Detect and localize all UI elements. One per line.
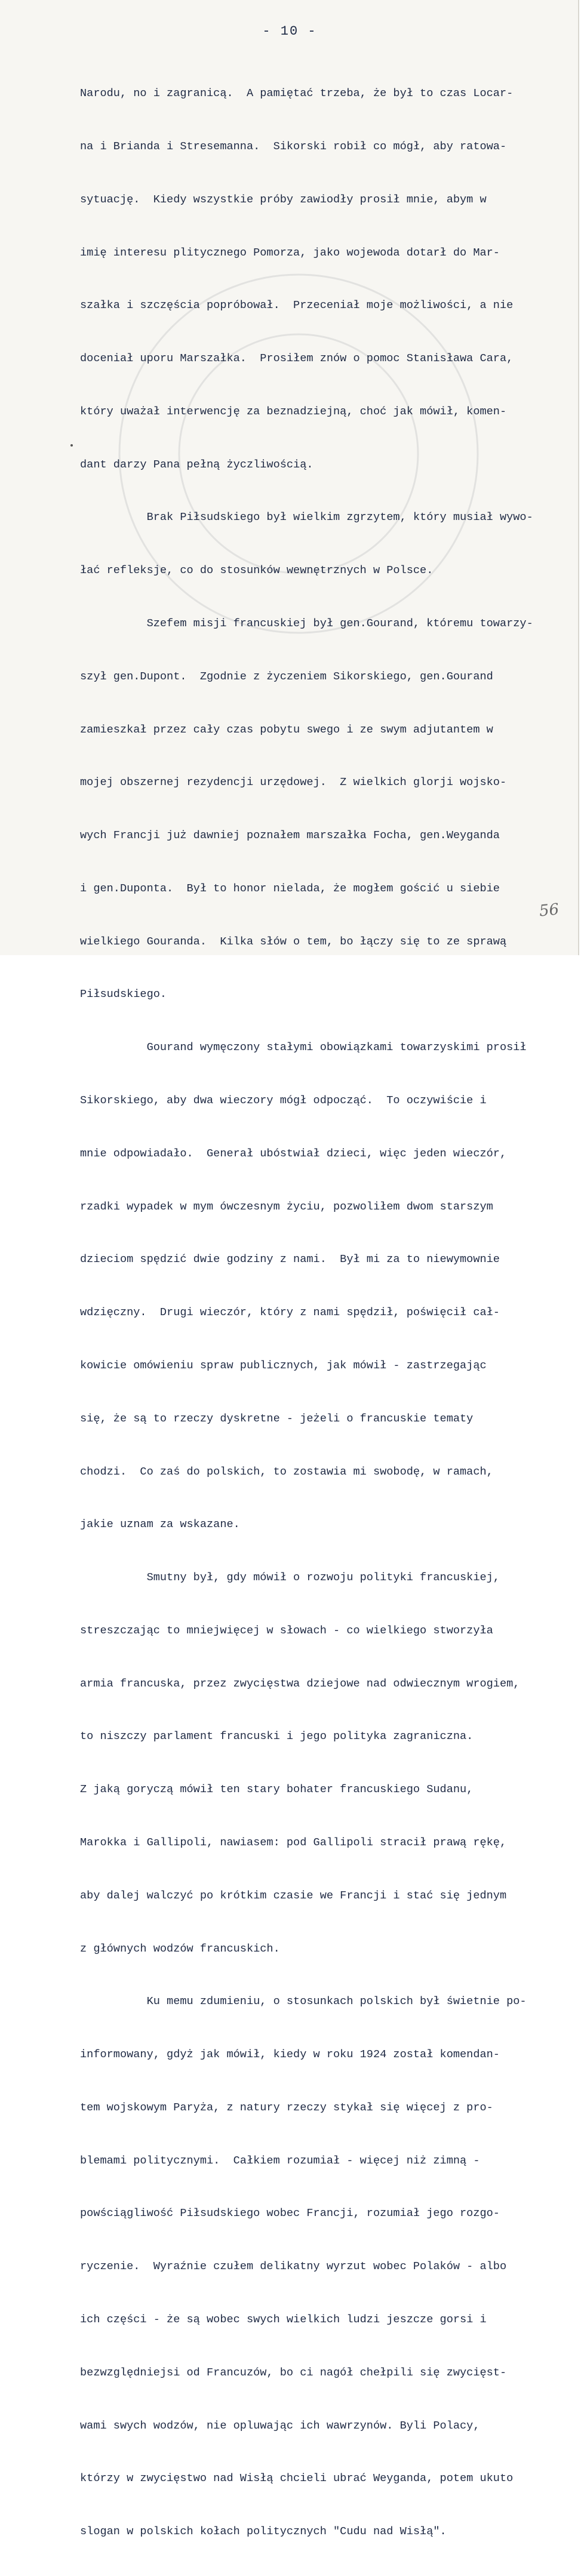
- text-line: zamieszkał przez cały czas pobytu swego i ze swym adjutantem w: [80, 723, 493, 736]
- text-line: slogan w polskich kołach politycznych "Cudu nad Wisłą".: [80, 2525, 447, 2538]
- page-number: - 10 -: [262, 24, 317, 39]
- text-line: tem wojskowym Paryża, z natury rzeczy stykał się więcej z pro-: [80, 2101, 493, 2114]
- text-line: aby dalej walczyć po krótkim czasie we Francji i stać się jednym: [80, 1889, 507, 1902]
- text-line: powściągliwość Piłsudskiego wobec Francji, rozumiał jego rozgo-: [80, 2207, 500, 2220]
- text-line: doceniał uporu Marszałka. Prosiłem znów o pomoc Stanisława Cara,: [80, 352, 514, 365]
- text-line: ich części - że są wobec swych wielkich ludzi jeszcze gorsi i: [80, 2313, 487, 2326]
- text-line: Marokka i Gallipoli, nawiasem: pod Gallipoli stracił prawą rękę,: [80, 1836, 507, 1849]
- text-line: bezwzględniejsi od Francuzów, bo ci nagół chełpili się zwycięst-: [80, 2366, 507, 2379]
- text-line: kowicie omówieniu spraw publicznych, jak mówił - zastrzegając: [80, 1359, 487, 1372]
- text-line: rzadki wypadek w mym ówczesnym życiu, pozwoliłem dwom starszym: [80, 1200, 493, 1213]
- text-line: szałka i szczęścia popróbował. Przeceniał moje możliwości, a nie: [80, 299, 514, 312]
- text-line: Z jaką goryczą mówił ten stary bohater francuskiego Sudanu,: [80, 1783, 474, 1796]
- text-line: mojej obszernej rezydencji urzędowej. Z wielkich glorji wojsko-: [80, 776, 507, 789]
- archive-page-number: 56: [538, 900, 560, 921]
- text-line: i gen.Duponta. Był to honor nielada, że mogłem gościć u siebie: [80, 882, 500, 895]
- text-line: wdzięczny. Drugi wieczór, który z nami spędził, poświęcił cał-: [80, 1306, 500, 1319]
- text-line: dant darzy Pana pełną życzliwością.: [80, 458, 313, 471]
- text-line: Gourand wymęczony stałymi obowiązkami towarzyskimi prosił: [80, 1041, 527, 1054]
- text-line: szył gen.Dupont. Zgodnie z życzeniem Sikorskiego, gen.Gourand: [80, 670, 493, 683]
- text-line: którzy w zwycięstwo nad Wisłą chcieli ubrać Weyganda, potem ukuto: [80, 2472, 514, 2485]
- text-line: imię interesu plitycznego Pomorza, jako wojewoda dotarł do Mar-: [80, 246, 500, 259]
- text-line: się, że są to rzeczy dyskretne - jeżeli o francuskie tematy: [80, 1412, 474, 1425]
- text-line: ryczenie. Wyraźnie czułem delikatny wyrzut wobec Polaków - albo: [80, 2260, 507, 2273]
- text-line: łać refleksje, co do stosunków wewnętrznych w Polsce.: [80, 564, 434, 577]
- text-line: wielkiego Gouranda. Kilka słów o tem, bo łączy się to ze sprawą: [80, 935, 507, 948]
- text-line: który uważał interwencję za beznadziejną, choć jak mówił, komen-: [80, 405, 507, 418]
- text-line: blemami politycznymi. Całkiem rozumiał - więcej niż zimną -: [80, 2154, 480, 2167]
- text-line: informowany, gdyż jak mówił, kiedy w roku 1924 został komendan-: [80, 2048, 500, 2061]
- text-line: to niszczy parlament francuski i jego polityka zagraniczna.: [80, 1730, 474, 1743]
- text-line: chodzi. Co zaś do polskich, to zostawia mi swobodę, w ramach,: [80, 1465, 493, 1478]
- text-line: wami swych wodzów, nie opluwając ich wawrzynów. Byli Polacy,: [80, 2419, 480, 2432]
- text-line: jakie uznam za wskazane.: [80, 1518, 240, 1531]
- text-line: Narodu, no i zagranicą. A pamiętać trzeba, że był to czas Locar-: [80, 87, 514, 100]
- text-line: streszczając to mniejwięcej w słowach - co wielkiego stworzyła: [80, 1624, 493, 1637]
- text-line: Szefem misji francuskiej był gen.Gourand, któremu towarzy-: [80, 617, 533, 630]
- text-line: sytuację. Kiedy wszystkie próby zawiodły prosił mnie, abym w: [80, 193, 487, 206]
- text-line: Ku memu zdumieniu, o stosunkach polskich był świetnie po-: [80, 1995, 527, 2008]
- text-line: Brak Piłsudskiego był wielkim zgrzytem, który musiał wywo-: [80, 511, 533, 524]
- text-line: na i Brianda i Stresemanna. Sikorski robił co mógł, aby ratowa-: [80, 140, 507, 153]
- text-line: armia francuska, przez zwycięstwa dziejowe nad odwiecznym wrogiem,: [80, 1677, 520, 1690]
- margin-mark: [70, 444, 73, 447]
- text-line: mnie odpowiadało. Generał ubóstwiał dzieci, więc jeden wieczór,: [80, 1147, 507, 1160]
- text-line: Smutny był, gdy mówił o rozwoju polityki francuskiej,: [80, 1571, 500, 1584]
- typed-text-body: [80, 50, 570, 2576]
- text-line: wych Francji już dawniej poznałem marszałka Focha, gen.Weyganda: [80, 829, 500, 842]
- text-line: Piłsudskiego.: [80, 988, 167, 1001]
- text-line: dzieciom spędzić dwie godziny z nami. Był mi za to niewymownie: [80, 1253, 500, 1266]
- text-line: z głównych wodzów francuskich.: [80, 1942, 280, 1955]
- text-line: Sikorskiego, aby dwa wieczory mógł odpocząć. To oczywiście i: [80, 1094, 487, 1107]
